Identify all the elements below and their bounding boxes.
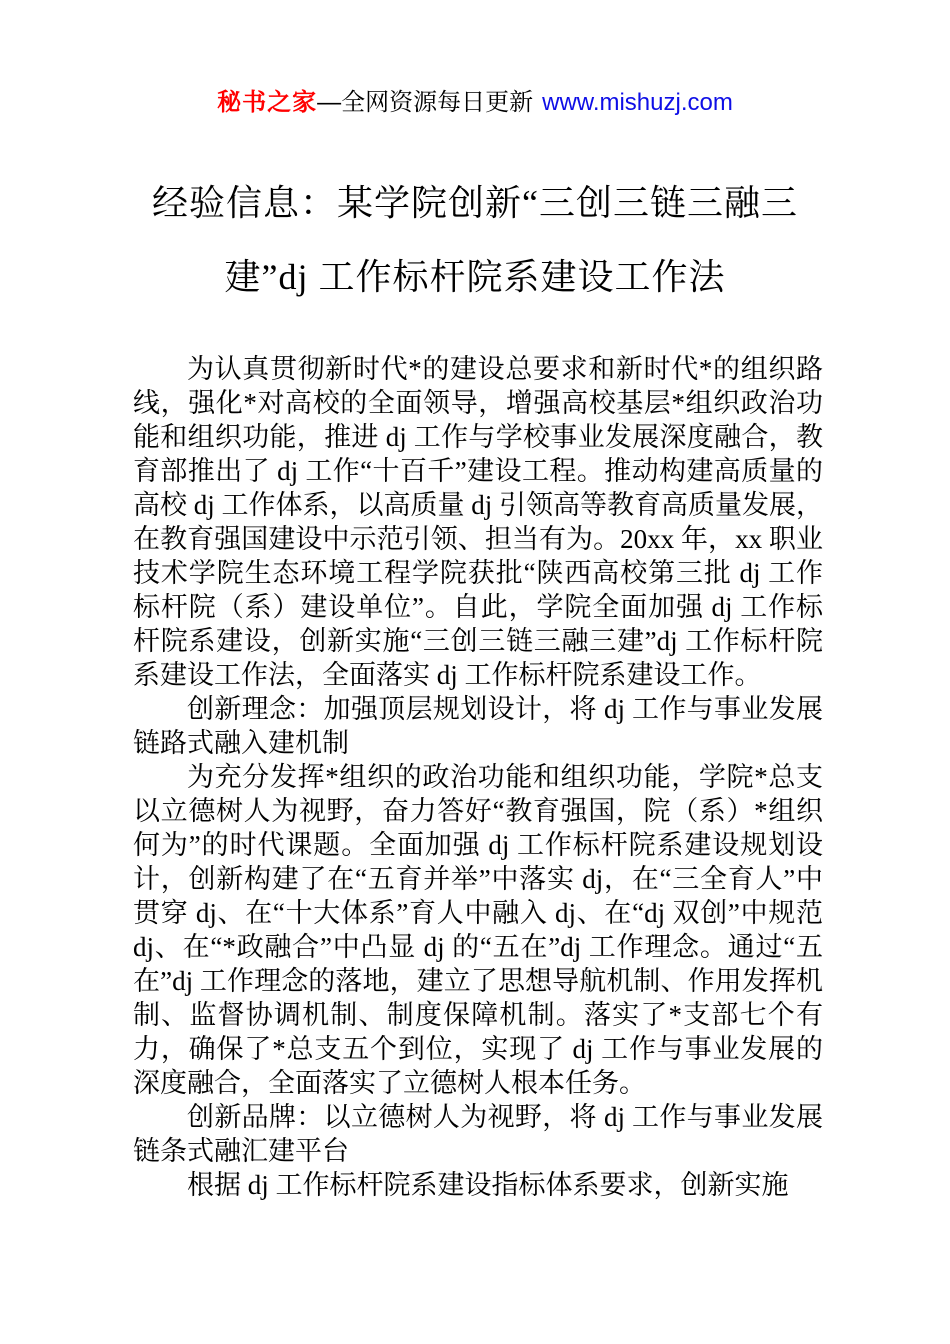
- document-body: [133, 352, 823, 1202]
- document-title-line2: 建”dj 工作标杆院系建设工作法: [224, 257, 726, 297]
- site-brand: 秘书之家: [217, 89, 318, 116]
- document-title-line1: 经验信息：某学院创新“三创三链三融三: [152, 183, 798, 223]
- site-header: [0, 0, 950, 118]
- paragraph-brand-detail: 根据 dj 工作标杆院系建设指标体系要求，创新实施: [187, 1170, 789, 1200]
- paragraph-subhead-innovative-concept: 创新理念：加强顶层规划设计，将 dj 工作与事业发展链路式融入建机制: [133, 694, 823, 758]
- paragraph-subhead-innovative-brand: 创新品牌：以立德树人为视野，将 dj 工作与事业发展链条式融汇建平台: [133, 1102, 823, 1166]
- site-url-link[interactable]: www.mishuzj.com: [542, 89, 733, 116]
- paragraph-intro: 为认真贯彻新时代*的建设总要求和新时代*的组织路线，强化*对高校的全面领导，增强高校基层*组织政治功能和组织功能，推进 dj 工作与学校事业发展深度融合，教育部推出了 dj 工作“十百千”建设工程。推动构建高质量的高校 dj 工作体系，以高质量 dj 引领高等教育高质量发展，在教育强国建设中示范引领、担当有为。20xx 年，xx 职业技术学院生态环境工程学院获批“陕西高校第三批 dj 工作标杆院（系）建设单位”。自此，学院全面加强 dj 工作标杆院系建设，创新实施“三创三链三融三建”dj 工作标杆院系建设工作法，全面落实 dj 工作标杆院系建设工作。: [133, 354, 824, 690]
- document-title: [0, 166, 950, 314]
- paragraph-concept-detail: 为充分发挥*组织的政治功能和组织功能，学院*总支以立德树人为视野，奋力答好“教育强国，院（系）*组织何为”的时代课题。全面加强 dj 工作标杆院系建设规划设计，创新构建了在“五育并举”中落实 dj，在“三全育人”中贯穿 dj、在“十大体系”育人中融入 dj、在“dj 双创”中规范 dj、在“*政融合”中凸显 dj 的“五在”dj 工作理念。通过“五在”dj 工作理念的落地，建立了思想导航机制、作用发挥机制、监督协调机制、制度保障机制。落实了*支部七个有力，确保了*总支五个到位，实现了 dj 工作与事业发展的深度融合，全面落实了立德树人根本任务。: [133, 762, 823, 1098]
- site-tagline: —全网资源每日更新: [317, 89, 534, 116]
